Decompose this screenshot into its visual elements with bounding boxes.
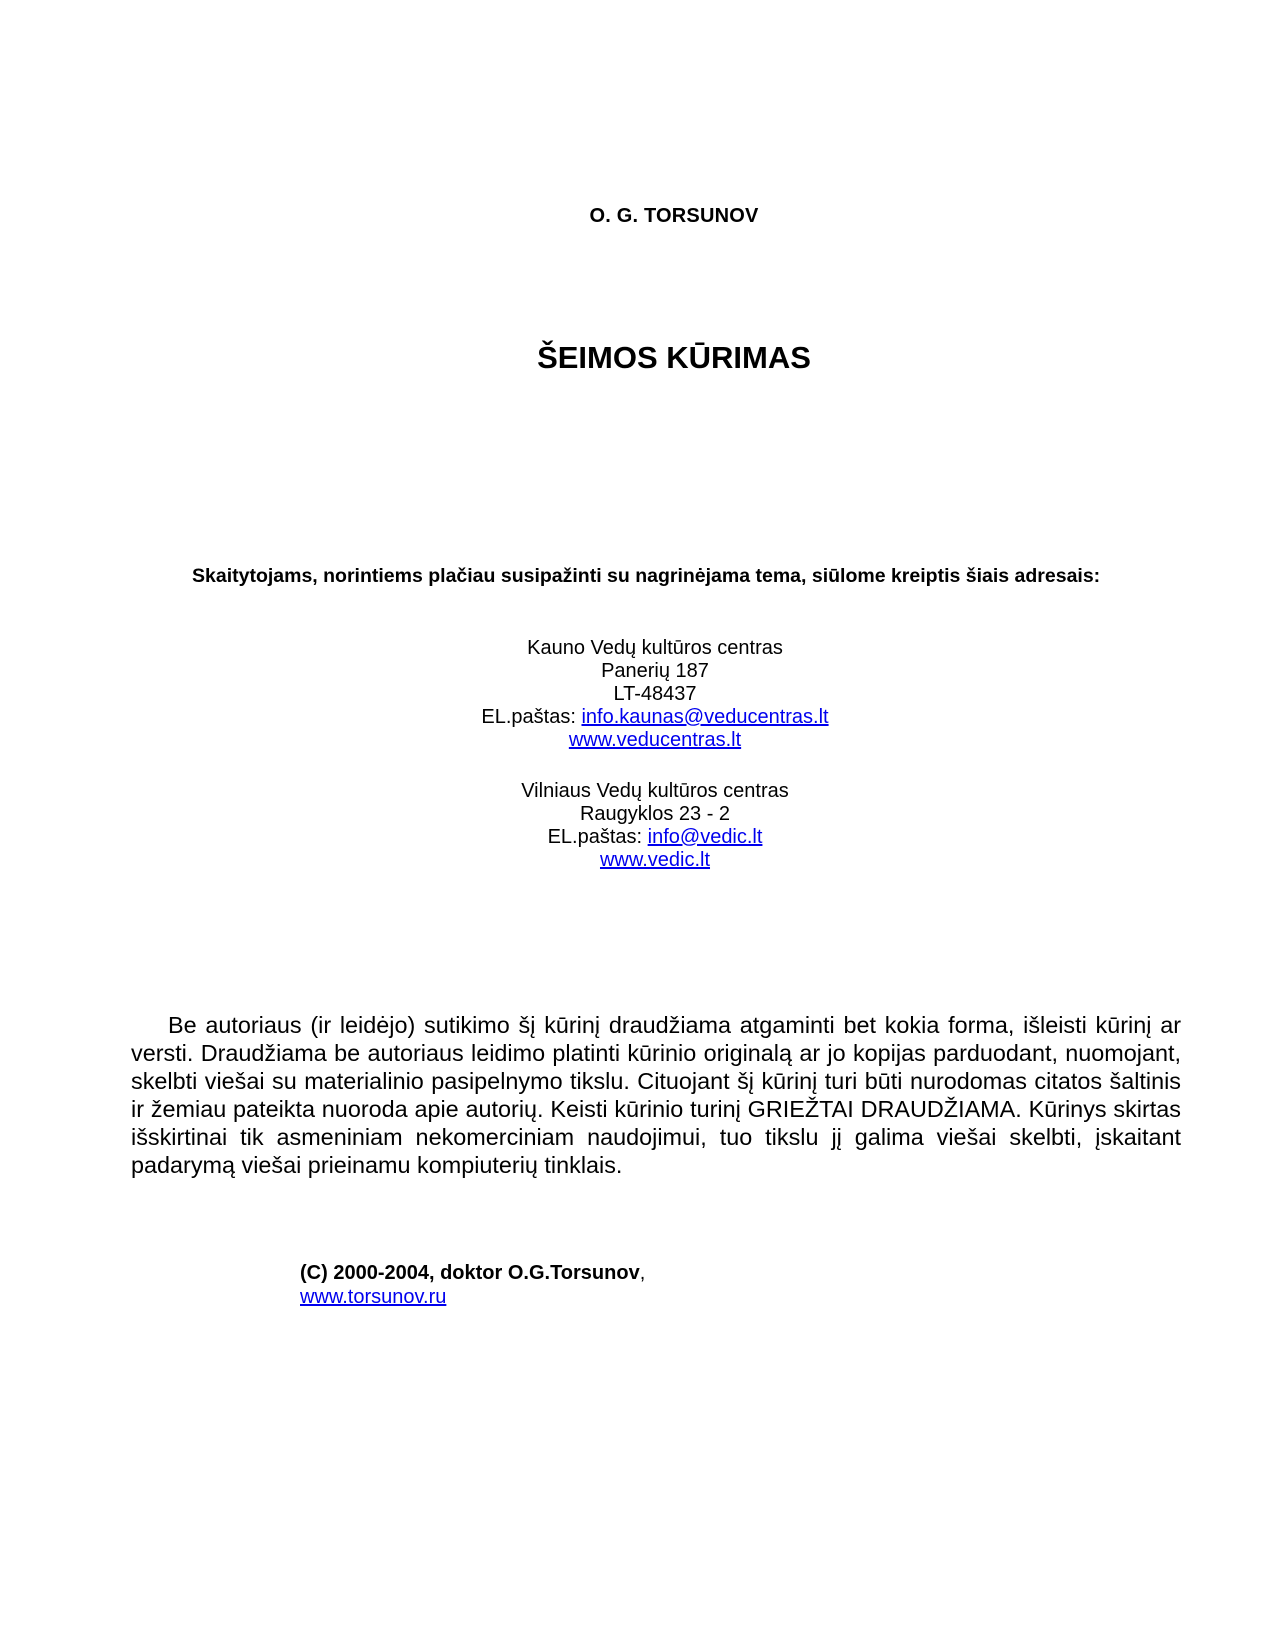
website-link[interactable]: www.vedic.lt [599, 849, 711, 871]
address-email-line [0, 826, 1275, 849]
email-label: EL.paštas: [481, 706, 576, 728]
notice-paragraph: Be autoriaus (ir leidėjo) sutikimo šį kūrinį draudžiama atgaminti bet kokia forma, išleisti kūrinį ar versti. Draudžiama be autoriaus leidimo platinti kūrinio originalą ar jo kopijas parduodant, nuomojant, skelbti viešai su materialinio pasipelnymo tikslu. Cituojant šį kūrinį turi būti nurodomas citatos šaltinis ir žemiau pateikta nuoroda apie autorių. Keisti kūrinio turinį GRIEŽTAI DRAUDŽIAMA. Kūrinys skirtas išskirtinai tik asmeniniam nekomerciniam naudojimui, tuo tikslu jį galima viešai skelbti, įskaitant padarymą viešai prieinamu kompiuterių tinklais. [131, 1012, 1181, 1178]
copyright-trailing: , [639, 1262, 646, 1284]
author-name: O. G. TORSUNOV [589, 205, 759, 227]
address-street: Panerių 187 [601, 660, 709, 682]
readers-intro: Skaitytojams, norintiems plačiau susipažinti su nagrinėjama tema, siūlome kreiptis šiais adresais: [192, 565, 1101, 587]
copyright-text: (C) 2000-2004, doktor O.G.Torsunov [300, 1262, 640, 1284]
website-link[interactable]: www.veducentras.lt [568, 729, 742, 751]
email-label: EL.paštas: [547, 826, 643, 848]
address-website-line [0, 729, 1275, 752]
address-block-vilnius [0, 780, 1275, 872]
address-name: Vilniaus Vedų kultūros centras [521, 780, 789, 802]
copyright-line [300, 1262, 645, 1285]
address-street: Raugyklos 23 - 2 [579, 803, 731, 825]
book-title: ŠEIMOS KŪRIMAS [537, 340, 811, 375]
address-name: Kauno Vedų kultūros centras [527, 637, 783, 659]
copyright-notice [131, 1011, 1181, 1179]
email-link[interactable]: info.kaunas@veducentras.lt [581, 706, 829, 728]
address-website-line [0, 849, 1275, 872]
address-email-line [0, 706, 1275, 729]
address-block-kaunas [0, 637, 1275, 752]
email-link[interactable]: info@vedic.lt [647, 826, 763, 848]
address-postcode: LT-48437 [613, 683, 697, 705]
author-website-line [300, 1286, 446, 1309]
author-website-link[interactable]: www.torsunov.ru [300, 1286, 447, 1308]
